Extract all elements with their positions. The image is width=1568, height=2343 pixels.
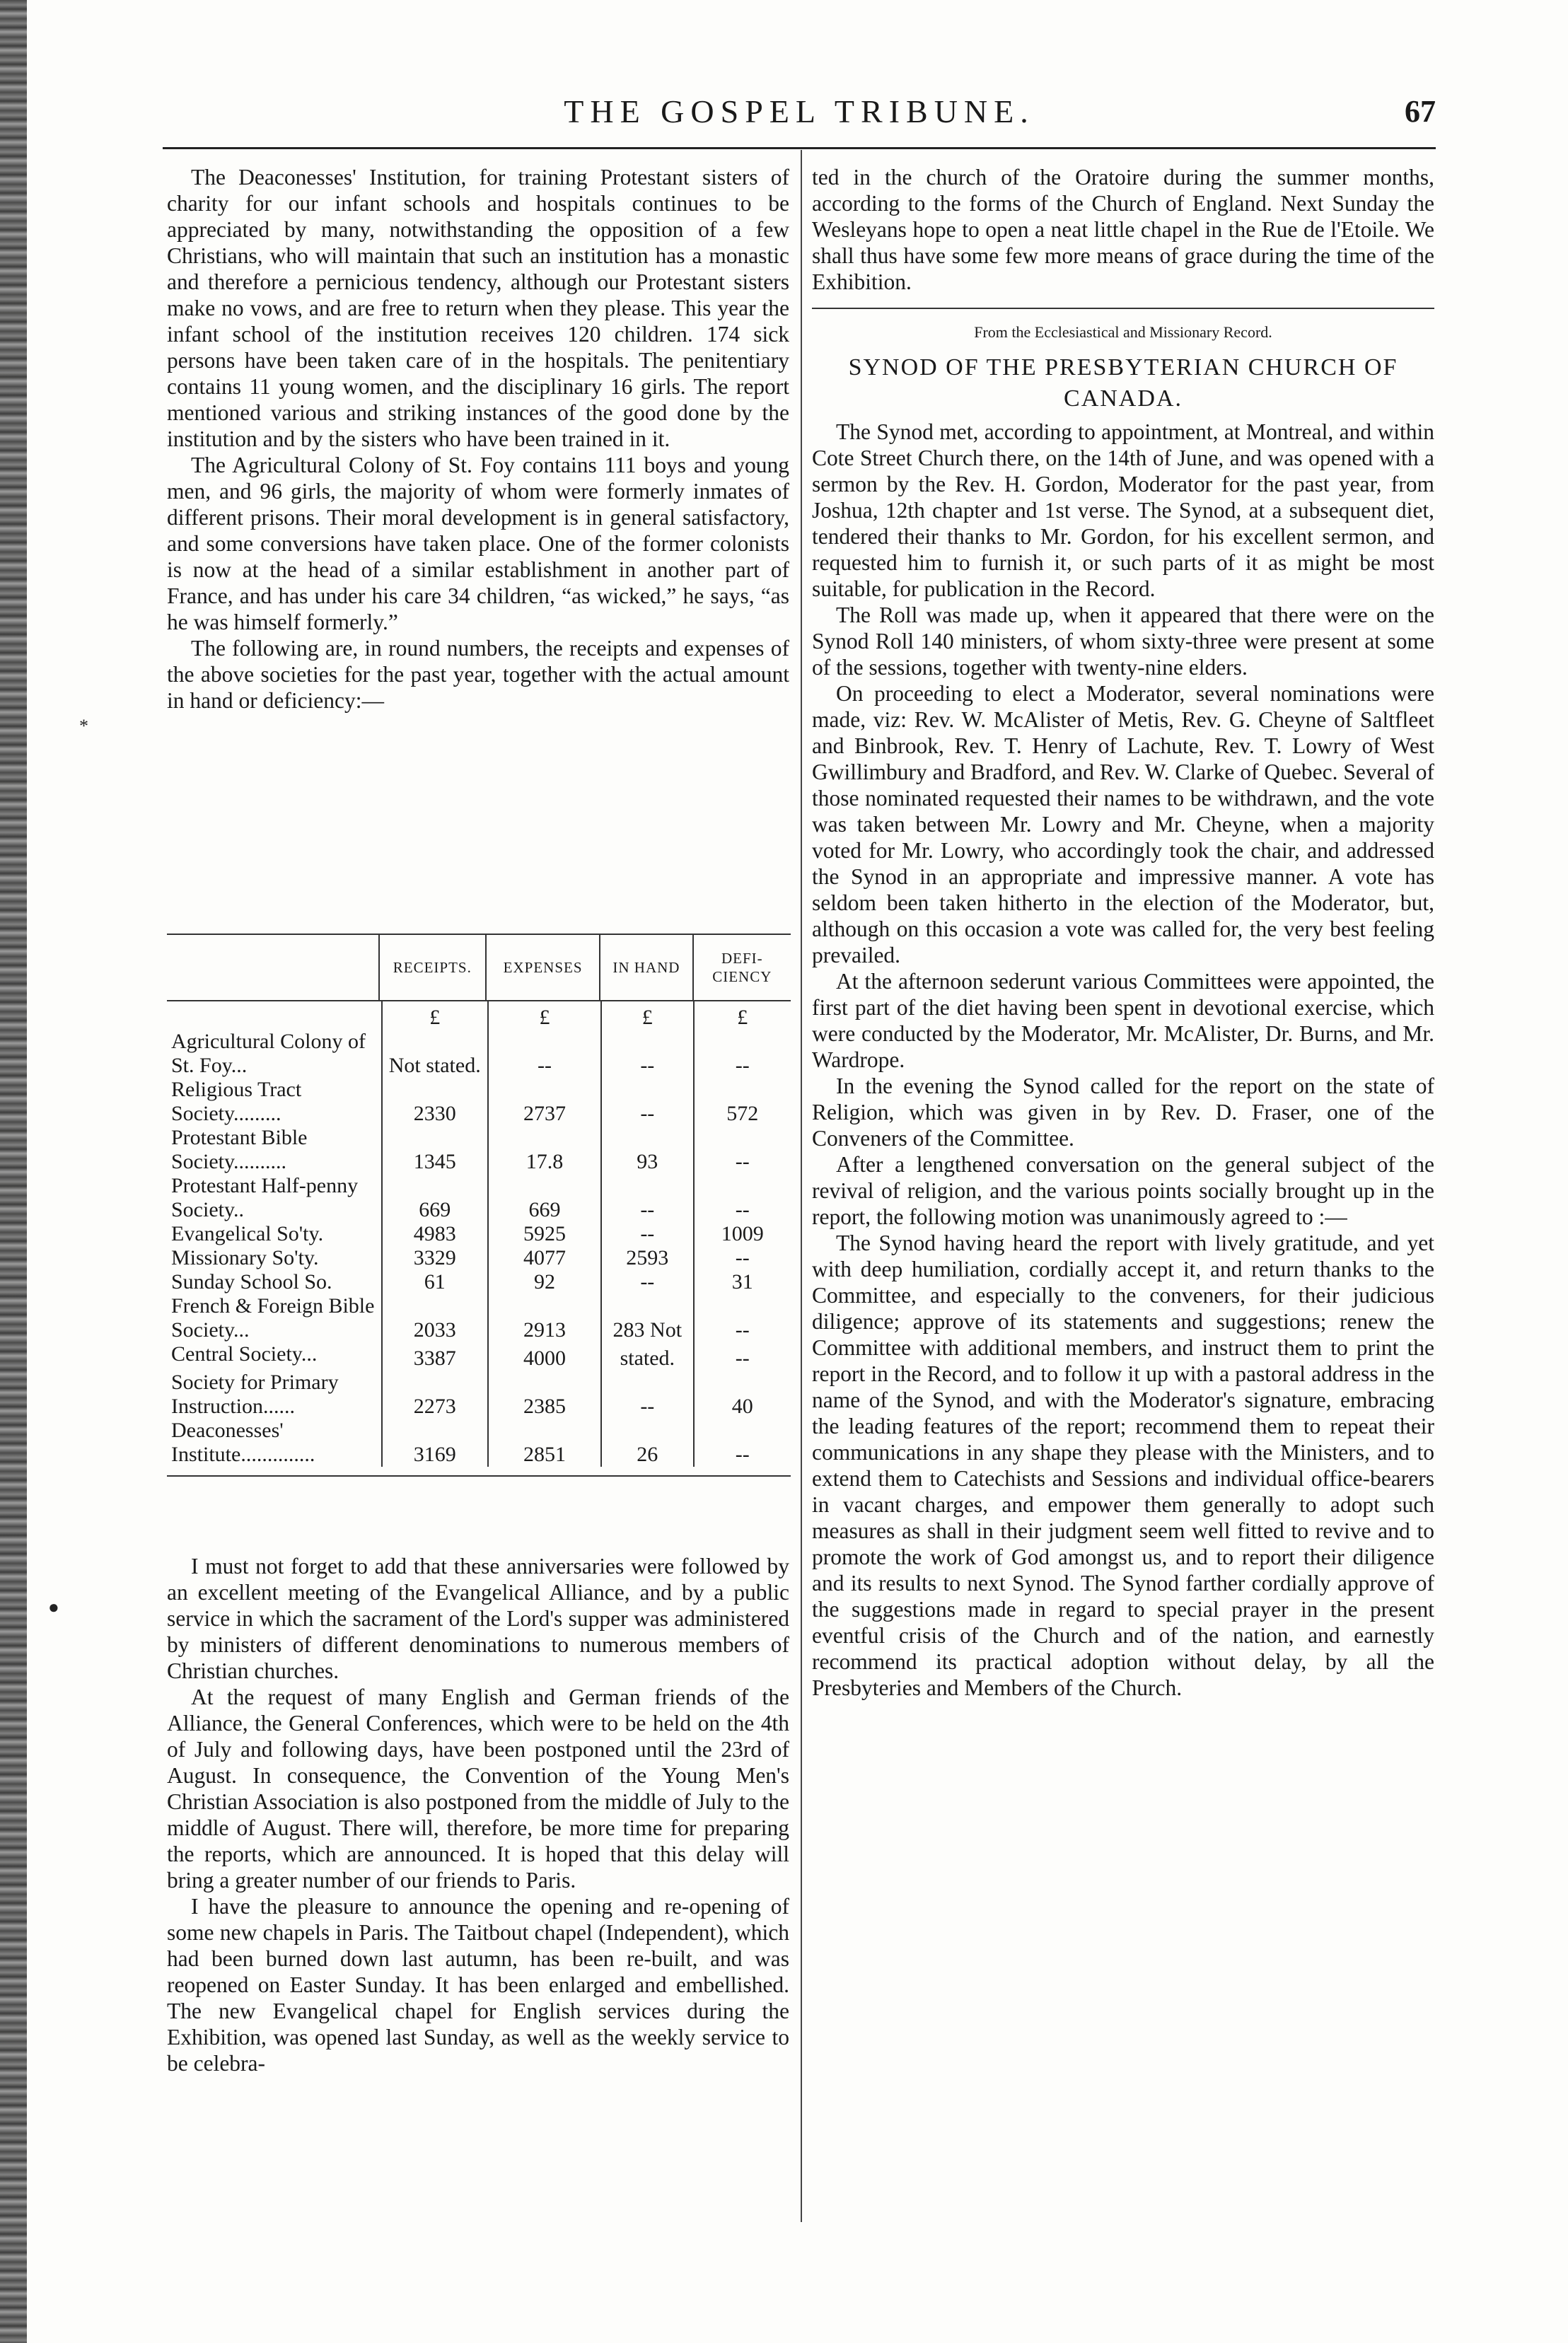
table-row: [167, 1174, 791, 1222]
expenses-cell: 2737: [487, 1078, 600, 1126]
society-name: Sunday School So.: [171, 1270, 332, 1293]
paragraph: At the request of many English and German friends of the Alliance, the General Conferences, which were to be held on the 4th of July and following days, have been postponed until the 23rd of August. In consequence, the Convention of the Young Men's Christian Association is also postponed from the middle of July to the middle of August. There will, therefore, be more time for preparing the reports, which are announced. It is hoped that this delay will bring a greater number of our friends to Paris.: [167, 1685, 789, 1893]
finance-table: [167, 934, 791, 1477]
society-name: Missionary So'ty.: [171, 1246, 319, 1269]
header-rule: [163, 147, 1436, 149]
paragraph: The Synod met, according to appointment, at Montreal, and within Cote Street Church there, on the 14th of June, and was opened with a sermon by the Rev. H. Gordon, Moderator for the past year, from Joshua, 12th chapter and 1st verse. The Synod, at a subsequent diet, tendered their thanks to Mr. Gordon, for his excellent sermon, and requested him to furnish it, or such parts of it as might be most suitable, for publication in the Record.: [812, 419, 1434, 601]
in-hand-cell: 26: [600, 1419, 693, 1467]
paragraph: After a lengthened conversation on the general subject of the revival of religion, and the various points socially brought up in the report, the following motion was unanimously agreed to :—: [812, 1152, 1434, 1229]
table-header-receipts: RECEIPTS.: [378, 935, 485, 1000]
society-name: Evangelical So'ty.: [171, 1222, 324, 1245]
receipts-cell: 3387: [381, 1342, 487, 1371]
in-hand-cell: stated.: [600, 1342, 693, 1371]
table-row: [167, 1342, 791, 1371]
table-row: [167, 1371, 791, 1419]
table-row: [167, 1294, 791, 1342]
currency-symbol: £: [487, 1001, 600, 1030]
deficiency-cell: 40: [693, 1371, 791, 1419]
margin-mark: *: [79, 716, 88, 736]
table-currency-row: [167, 1001, 791, 1030]
deficiency-cell: 572: [693, 1078, 791, 1126]
deficiency-cell: --: [693, 1246, 791, 1270]
deficiency-cell: --: [693, 1342, 791, 1371]
table-header-row: [167, 935, 791, 1001]
currency-symbol: £: [693, 1001, 791, 1030]
in-hand-cell: --: [600, 1078, 693, 1126]
deficiency-cell: --: [693, 1126, 791, 1174]
paragraph: I have the pleasure to announce the opening and re-opening of some new chapels in Paris. The Taitbout chapel (Independent), which had been burned down last autumn, has been re-built, and was reopened on Easter Sunday. It has been enlarged and embellished. The new Evangelical chapel for English services during the Exhibition, was opened last Sunday, as well as the weekly service to be celebra-: [167, 1894, 789, 2076]
left-column-lower: [167, 1553, 789, 2076]
in-hand-cell: --: [600, 1270, 693, 1294]
in-hand-cell: --: [600, 1371, 693, 1419]
expenses-cell: 2913: [487, 1294, 600, 1342]
paragraph: On proceeding to elect a Moderator, several nominations were made, viz: Rev. W. McAlister of Metis, Rev. G. Cheyne of Saltfleet and Binbrook, Rev. T. Henry of Lachute, Rev. T. Lowry of West Gwillimbury and Bradford, and Rev. W. Clarke of Quebec. Several of those nominated requested their names to be withdrawn, and the vote was taken between Mr. Lowry and Mr. Cheyne, when a majority voted for Mr. Lowry, who accordingly took the chair, and addressed the Synod in an appropriate and impressive manner. A vote has seldom been taken hitherto in the election of the Moderator, but, although on this occasion a vote was called for, the very best feeling prevailed.: [812, 681, 1434, 967]
table-row: [167, 1126, 791, 1174]
receipts-cell: 2273: [381, 1371, 487, 1419]
paragraph-continuation: ted in the church of the Oratoire during the summer months, according to the forms of the Church of England. Next Sunday the Wesleyans hope to open a neat little chapel in the Rue de l'Etoile. We shall thus have some few more means of grace during the time of the Exhibition.: [812, 165, 1434, 294]
table-header-expenses: EXPENSES: [485, 935, 599, 1000]
deficiency-cell: 1009: [693, 1222, 791, 1246]
receipts-cell: 3329: [381, 1246, 487, 1270]
receipts-cell: 61: [381, 1270, 487, 1294]
society-name: French & Foreign Bible Society...: [171, 1294, 375, 1342]
society-name: Protestant Bible Society..........: [171, 1126, 308, 1173]
receipts-cell: 1345: [381, 1126, 487, 1174]
deficiency-cell: --: [693, 1174, 791, 1222]
table-header-blank: [167, 935, 378, 1000]
article-heading: SYNOD OF THE PRESBYTERIAN CHURCH OF CANADA.: [848, 354, 1398, 412]
expenses-cell: 92: [487, 1270, 600, 1294]
table-row: [167, 1419, 791, 1467]
deficiency-cell: --: [693, 1294, 791, 1342]
receipts-cell: 2033: [381, 1294, 487, 1342]
expenses-cell: 2851: [487, 1419, 600, 1467]
table-row: [167, 1030, 791, 1078]
article-source: From the Ecclesiastical and Missionary Record.: [974, 323, 1272, 341]
column-divider: [801, 150, 802, 2222]
paragraph: The following are, in round numbers, the receipts and expenses of the above societies for the past year, together with the actual amount in hand or deficiency:—: [167, 636, 789, 713]
paragraph: The Roll was made up, when it appeared that there were on the Synod Roll 140 ministers, of whom sixty-three were present at some of the sessions, together with twenty-nine elders.: [812, 603, 1434, 680]
in-hand-cell: 283 Not: [600, 1294, 693, 1342]
expenses-cell: 2385: [487, 1371, 600, 1419]
margin-mark: ●: [48, 1597, 59, 1617]
in-hand-cell: 2593: [600, 1246, 693, 1270]
table-row: [167, 1222, 791, 1246]
in-hand-cell: 93: [600, 1126, 693, 1174]
currency-symbol: £: [600, 1001, 693, 1030]
society-name: Agricultural Colony of St. Foy...: [171, 1030, 366, 1077]
right-column: [812, 164, 1434, 1701]
expenses-cell: 4077: [487, 1246, 600, 1270]
paragraph: At the afternoon sederunt various Committees were appointed, the first part of the diet having been spent in devotional exercise, which were conducted by the Moderator, Mr. McAlister, Dr. Burns, and Mr. Wardrope.: [812, 969, 1434, 1072]
paragraph: The Deaconesses' Institution, for training Protestant sisters of charity for our infant schools and hospitals continues to be appreciated by many, notwithstanding the opposition of a few Christians, who will maintain that such an institution has a monastic and therefore a pernicious tendency, although our Protestant sisters make no vows, and are free to return when they please. This year the infant school of the institution receives 120 children. 174 sick persons have been taken care of in the hospitals. The penitentiary contains 11 young women, and the disciplinary 16 girls. The report mentioned various and striking instances of the good done by the institution and by the sisters who have been trained in it.: [167, 165, 789, 451]
expenses-cell: --: [487, 1030, 600, 1078]
page-header: [163, 91, 1436, 133]
table-row: [167, 1270, 791, 1294]
table-header-deficiency: DEFI-CIENCY: [692, 935, 791, 1000]
paragraph: The Synod having heard the report with lively gratitude, and yet with deep humiliation, cordially accept it, and return thanks to the Committee, and especially to the conveners, for their judicious diligence; approve of its statements and suggestions; renew the Committee with additional members, and instruct them to print the report in the Record, and to follow it up with a pastoral address in the name of the Synod, and with the Moderator's signature, embracing the leading features of the report; recommend them to repeat their communications in any shape they please with the Ministers, and to extend them to Catechists and Sessions and individual office-bearers in vacant charges, and empower them generally to adopt such measures as shall in their judgment seem well fitted to revive and to promote the work of God amongst us, and to report their diligence and its results to next Synod. The Synod farther cordially approve of the suggestions made in regard to special prayer in the present eventful crisis of the Church and of the nation, and earnestly recommend its practical adoption without delay, by all the Presbyteries and Members of the Church.: [812, 1231, 1434, 1700]
expenses-cell: 17.8: [487, 1126, 600, 1174]
running-title: THE GOSPEL TRIBUNE.: [564, 93, 1035, 129]
paragraph: The Agricultural Colony of St. Foy contains 111 boys and young men, and 96 girls, the majority of whom were formerly inmates of different prisons. Their moral development is in general satisfactory, and some conversions have taken place. One of the former colonists is now at the head of a similar establishment in another part of France, and has under his care 34 children, “as wicked,” he says, “as he was himself formerly.”: [167, 453, 789, 634]
in-hand-cell: --: [600, 1222, 693, 1246]
deficiency-cell: --: [693, 1419, 791, 1467]
receipts-cell: 4983: [381, 1222, 487, 1246]
expenses-cell: 5925: [487, 1222, 600, 1246]
society-name: Society for Primary Instruction......: [171, 1371, 339, 1418]
left-column: [167, 164, 789, 714]
society-name: Protestant Half-penny Society..: [171, 1174, 359, 1221]
paragraph: I must not forget to add that these anniversaries were followed by an excellent meeting of the Evangelical Alliance, and by a public service in which the sacrament of the Lord's supper was administered by ministers of different denominations to numerous members of Christian churches.: [167, 1554, 789, 1683]
paragraph: In the evening the Synod called for the report on the state of Religion, which was given in by Rev. D. Fraser, one of the Conveners of the Committee.: [812, 1074, 1434, 1151]
article-separator: [812, 308, 1434, 309]
table-row: [167, 1078, 791, 1126]
society-name: Religious Tract Society.........: [171, 1078, 302, 1125]
society-name: Deaconesses' Institute..............: [171, 1419, 315, 1466]
society-name: Central Society...: [171, 1342, 318, 1366]
in-hand-cell: --: [600, 1030, 693, 1078]
page-binding-edge: [0, 0, 27, 2343]
receipts-cell: 3169: [381, 1419, 487, 1467]
table-row: [167, 1246, 791, 1270]
table-bottom-rule: [167, 1475, 791, 1477]
expenses-cell: 669: [487, 1174, 600, 1222]
deficiency-cell: --: [693, 1030, 791, 1078]
receipts-cell: Not stated.: [381, 1030, 487, 1078]
page-number: 67: [1405, 94, 1436, 129]
table-header-in-hand: IN HAND: [599, 935, 692, 1000]
currency-symbol: £: [381, 1001, 487, 1030]
receipts-cell: 669: [381, 1174, 487, 1222]
expenses-cell: 4000: [487, 1342, 600, 1371]
receipts-cell: 2330: [381, 1078, 487, 1126]
deficiency-cell: 31: [693, 1270, 791, 1294]
in-hand-cell: --: [600, 1174, 693, 1222]
